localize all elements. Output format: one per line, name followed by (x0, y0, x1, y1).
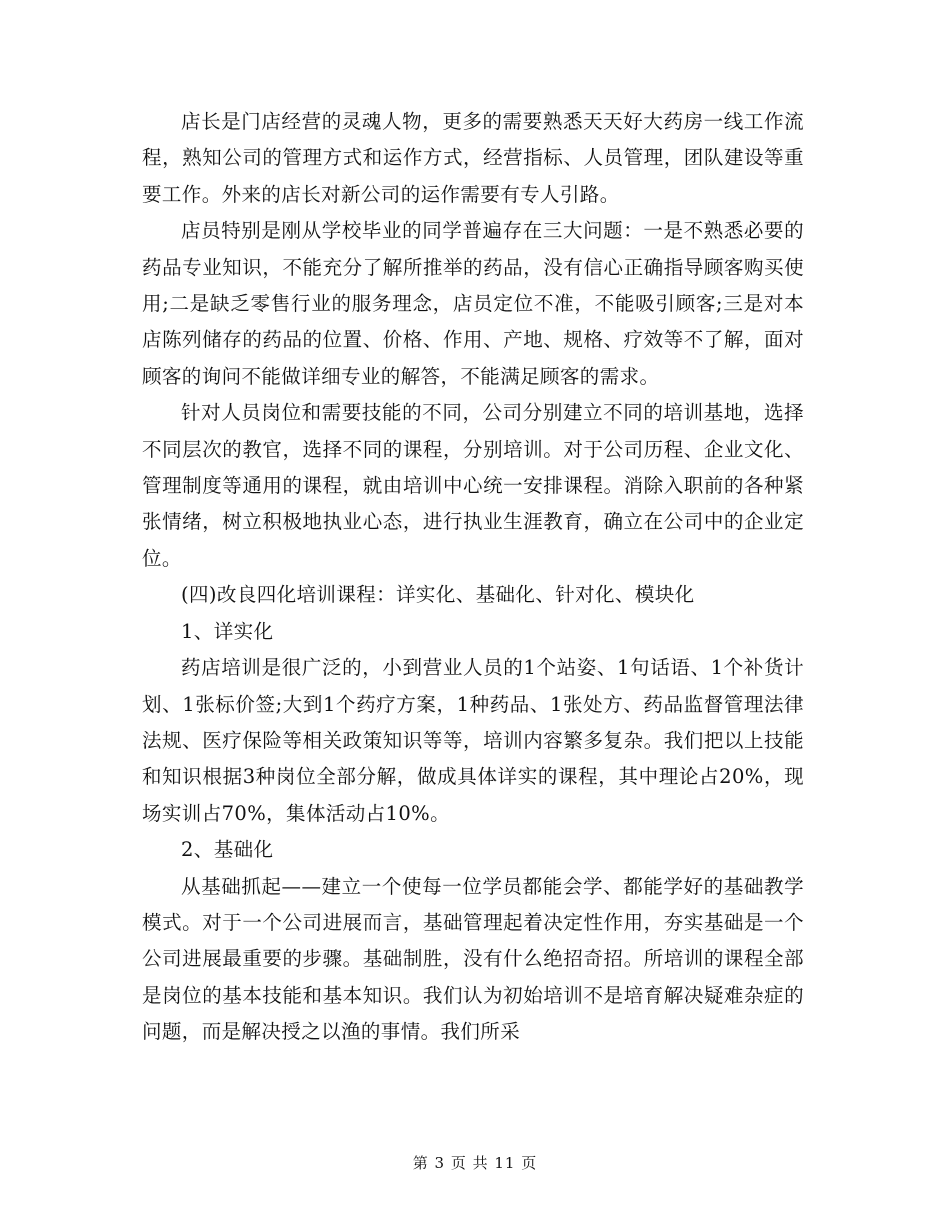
subheading-detailed: 1、详实化 (181, 619, 274, 643)
paragraph-clerk-problems: 店员特别是刚从学校毕业的同学普遍存在三大问题：一是不熟悉必要的药品专业知识，不能充分了解所推举的药品，没有信心正确指导顾客购买使用;二是缺乏零售行业的服务理念，店员定位不准，不能吸引顾客;三是对本店陈列储存的药品的位置、价格、作用、产地、规格、疗效等不了解，面对顾客的询问不能做详细专业的解答，不能满足顾客的需求。 (142, 219, 804, 388)
section-heading-four: (四)改良四化培训课程：详实化、基础化、针对化、模块化 (181, 583, 695, 607)
page-number-footer: 第 3 页 共 11 页 (412, 1154, 538, 1172)
subheading-basic: 2、基础化 (181, 838, 274, 862)
paragraph-training-bases: 针对人员岗位和需要技能的不同，公司分别建立不同的培训基地，选择不同层次的教官，选择不同的课程，分别培训。对于公司历程、企业文化、管理制度等通用的课程，就由培训中心统一安排课程。消除入职前的各种紧张情绪，树立积极地执业心态，进行执业生涯教育，确立在公司中的企业定位。 (142, 401, 804, 570)
document-body (142, 104, 804, 1051)
paragraph-basic: 从基础抓起——建立一个使每一位学员都能会学、都能学好的基础教学模式。对于一个公司进展而言，基础管理起着决定性作用，夯实基础是一个公司进展最重要的步骤。基础制胜，没有什么绝招奇招。所培训的课程全部是岗位的基本技能和基本知识。我们认为初始培训不是培育解决疑难杂症的问题，而是解决授之以渔的事情。我们所采 (142, 874, 804, 1044)
paragraph-detailed: 药店培训是很广泛的，小到营业人员的1个站姿、1句话语、1个补货计划、1张标价签;大到1个药疗方案，1种药品、1张处方、药品监督管理法律法规、医疗保险等相关政策知识等等，培训内容繁多复杂。我们把以上技能和知识根据3种岗位全部分解，做成具体详实的课程，其中理论占20%，现场实训占70%，集体活动占10%。 (142, 656, 804, 825)
paragraph-store-manager: 店长是门店经营的灵魂人物，更多的需要熟悉天天好大药房一线工作流程，熟知公司的管理方式和运作方式，经营指标、人员管理，团队建设等重要工作。外来的店长对新公司的运作需要有专人引路。 (142, 110, 804, 206)
